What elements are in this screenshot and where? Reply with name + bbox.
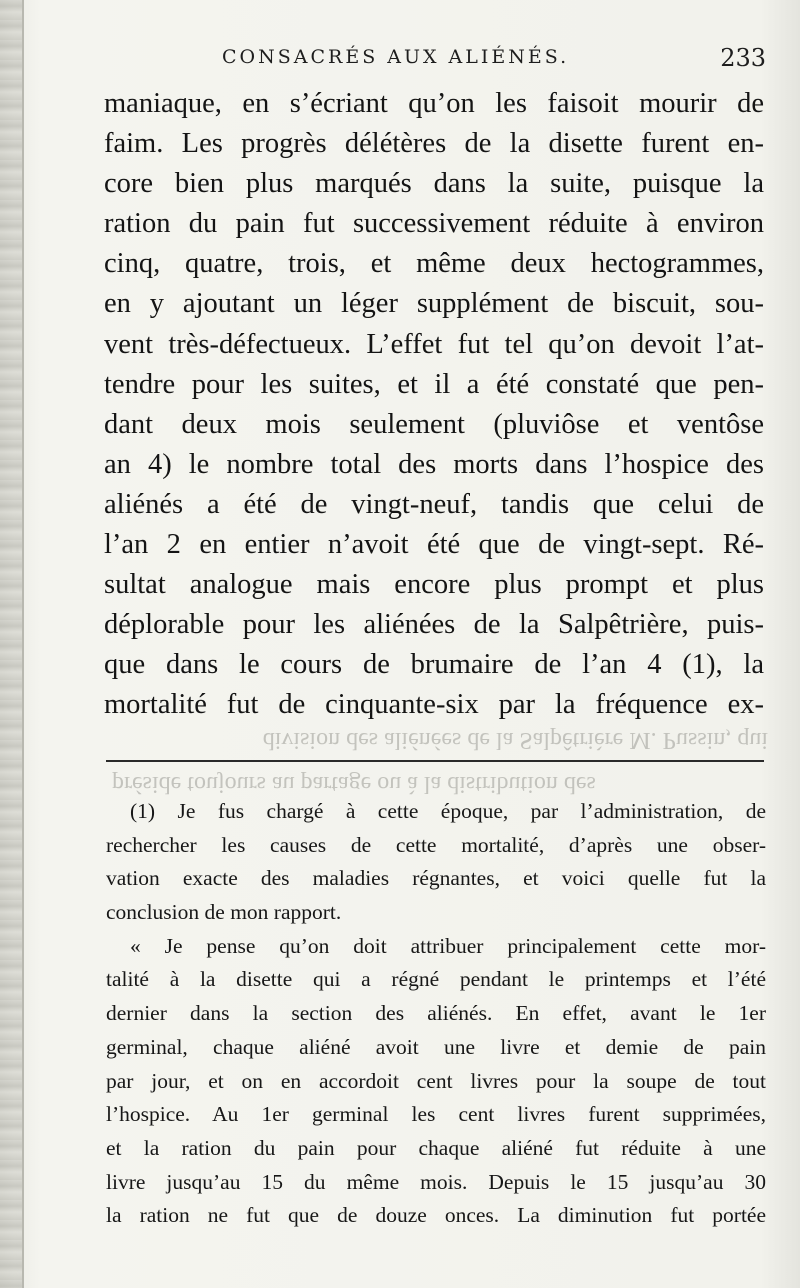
footnote-line: livre jusqu’au 15 du même mois. Depuis le 15 jusqu’au 30	[106, 1169, 766, 1194]
text-line: vent très-défectueux. L’effet fut tel qu’on devoit l’at-	[104, 328, 764, 360]
text-line: en y ajoutant un léger supplément de biscuit, sou-	[104, 288, 764, 320]
show-through-text: division des aliénées de la Salpêtrière M. Pussin, qui	[262, 727, 768, 753]
running-head	[104, 44, 766, 78]
footnote-line: la ration ne fut que de douze onces. La diminution fut portée	[106, 1203, 766, 1228]
text-line: faim. Les progrès délétères de la disette furent en-	[104, 128, 764, 160]
footnote-line: par jour, et on en accordoit cent livres pour la soupe de tout	[106, 1068, 766, 1093]
text-line: l’an 2 en entier n’avoit été que de vingt-sept. Ré-	[104, 529, 764, 561]
footnote-line: l’hospice. Au 1er germinal les cent livres furent supprimées,	[106, 1102, 766, 1127]
footnote-line: « Je pense qu’on doit attribuer principalement cette mor-	[130, 933, 766, 958]
footnote-line: rechercher les causes de cette mortalité, d’après une obser-	[106, 832, 766, 857]
text-line: mortalité fut de cinquante-six par la fréquence ex-	[104, 689, 764, 721]
footnote-line: germinal, chaque aliéné avoit une livre et demie de pain	[106, 1034, 766, 1059]
text-line: aliénés a été de vingt-neuf, tandis que celui de	[104, 488, 764, 520]
text-line: tendre pour les suites, et il a été constaté que pen-	[104, 368, 764, 400]
text-line: que dans le cours de brumaire de l’an 4 (1), la	[104, 649, 764, 681]
text-line: cinq, quatre, trois, et même deux hectogrammes,	[104, 248, 764, 280]
footnote-line: conclusion de mon rapport.	[106, 900, 342, 925]
running-title: CONSACRÉS AUX ALIÉNÉS.	[222, 46, 570, 68]
text-line: dant deux mois seulement (pluviôse et ventôse	[104, 408, 764, 440]
footnote-block	[106, 795, 766, 1233]
page-binding-edge	[0, 0, 22, 1288]
footnote-line: talité à la disette qui a régné pendant le printemps et l’été	[106, 967, 766, 992]
text-line: sultat analogue mais encore plus prompt et plus	[104, 569, 764, 601]
text-line: déplorable pour les aliénées de la Salpêtrière, puis-	[104, 609, 764, 641]
footnote-line: et la ration du pain pour chaque aliéné fut réduite à une	[106, 1135, 766, 1160]
show-through-text: préside toujours au partage ou à la distribution des	[112, 771, 596, 797]
binding-gutter-line	[22, 0, 24, 1288]
main-text-block	[104, 84, 764, 726]
footnote-rule	[106, 760, 764, 762]
text-line: ration du pain fut successivement réduite à environ	[104, 208, 764, 240]
page-number: 233	[720, 44, 766, 72]
footnote-line: vation exacte des maladies régnantes, et voici quelle fut la	[106, 866, 766, 891]
footnote-line: (1) Je fus chargé à cette époque, par l’administration, de	[130, 799, 766, 823]
text-line: an 4) le nombre total des morts dans l’hospice des	[104, 448, 764, 480]
text-line: core bien plus marqués dans la suite, puisque la	[104, 168, 764, 200]
text-line: maniaque, en s’écriant qu’on les faisoit mourir de	[104, 88, 764, 119]
footnote-line: dernier dans la section des aliénés. En effet, avant le 1er	[106, 1001, 766, 1026]
